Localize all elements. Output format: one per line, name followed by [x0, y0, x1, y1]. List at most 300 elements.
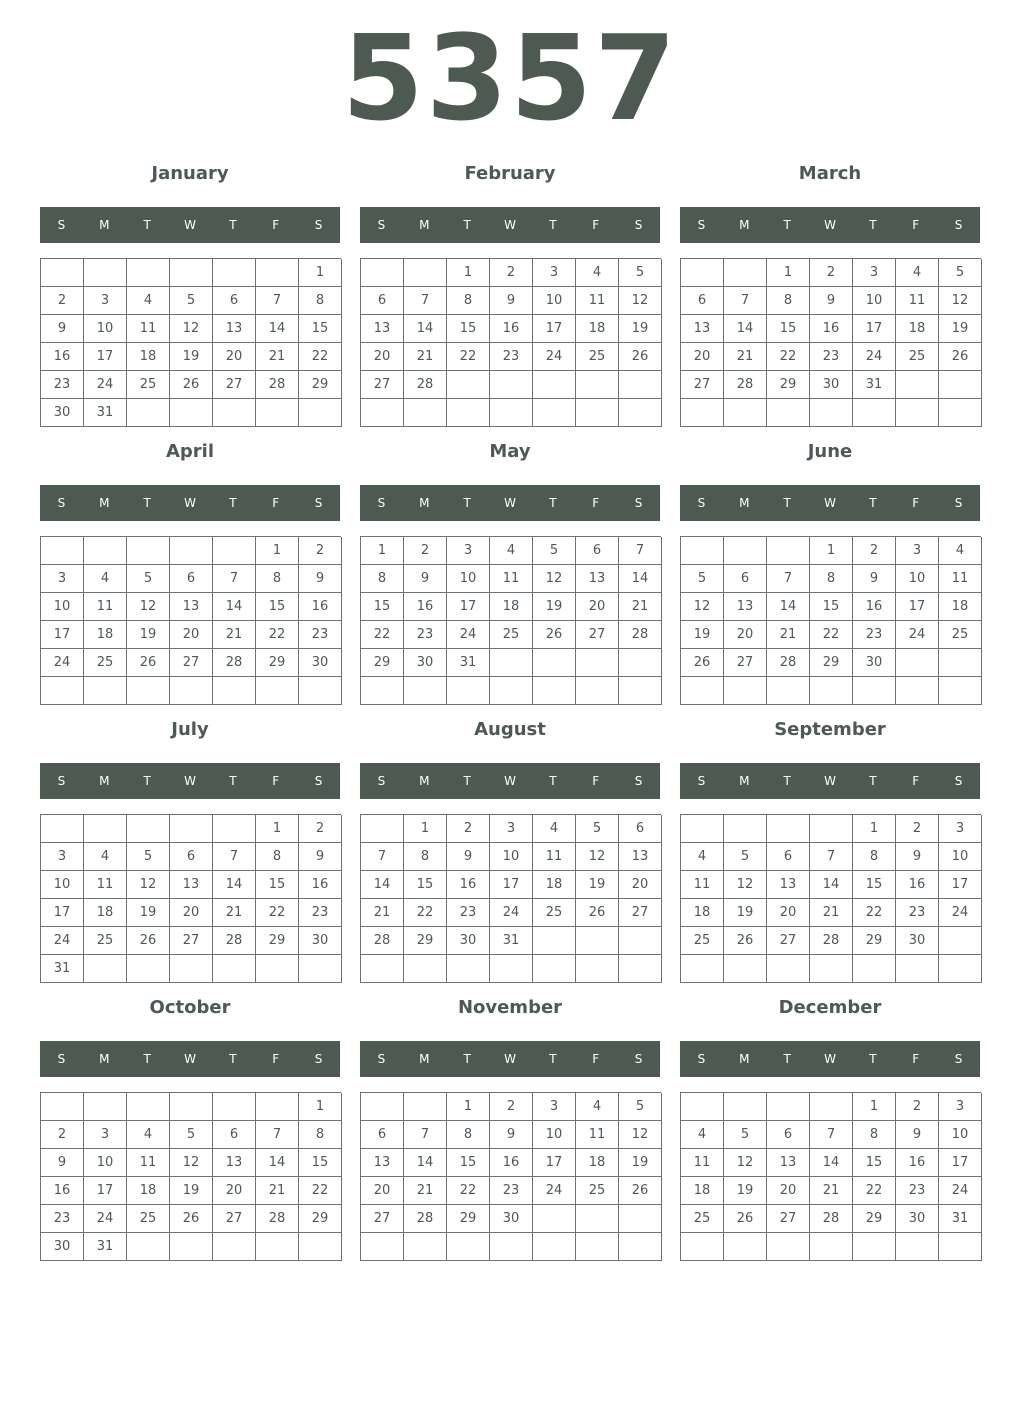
day-cell: 5: [576, 815, 619, 843]
day-cell: 15: [447, 315, 490, 343]
empty-day-cell: [681, 1233, 724, 1261]
empty-day-cell: [213, 1233, 256, 1261]
day-cell: 17: [939, 871, 982, 899]
day-cell: 25: [681, 1205, 724, 1233]
weekday-label: S: [314, 1052, 323, 1066]
day-cell: 25: [896, 343, 939, 371]
day-cell: 28: [724, 371, 767, 399]
day-cell: 28: [810, 1205, 853, 1233]
day-cell: 24: [490, 899, 533, 927]
day-cell: 17: [41, 899, 84, 927]
empty-day-cell: [361, 955, 404, 983]
day-cell: 3: [447, 537, 490, 565]
empty-day-cell: [724, 955, 767, 983]
weekday-label: S: [634, 774, 643, 788]
weekday-label: S: [697, 1052, 706, 1066]
day-cell: 28: [213, 927, 256, 955]
empty-day-cell: [404, 1093, 447, 1121]
day-cell: 23: [41, 371, 84, 399]
empty-day-cell: [681, 677, 724, 705]
day-cell: 26: [724, 1205, 767, 1233]
day-cell: 26: [170, 1205, 213, 1233]
empty-day-cell: [896, 955, 939, 983]
day-cell: 16: [299, 593, 342, 621]
weekday-label: T: [463, 774, 471, 788]
day-cell: 29: [404, 927, 447, 955]
weekday-label: W: [824, 496, 836, 510]
day-cell: 8: [404, 843, 447, 871]
day-cell: 8: [299, 1121, 342, 1149]
empty-day-cell: [361, 815, 404, 843]
weekday-label: M: [419, 1052, 430, 1066]
day-cell: 30: [810, 371, 853, 399]
day-cell: 4: [576, 1093, 619, 1121]
weekday-label: S: [634, 496, 643, 510]
day-cell: 4: [84, 843, 127, 871]
weekday-label: W: [504, 496, 516, 510]
day-cell: 28: [619, 621, 662, 649]
weekday-label: T: [143, 218, 151, 232]
day-cell: 11: [681, 871, 724, 899]
empty-day-cell: [724, 537, 767, 565]
day-cell: 24: [41, 927, 84, 955]
weekday-label: M: [739, 1052, 750, 1066]
empty-day-cell: [533, 1205, 576, 1233]
weekday-label: T: [549, 774, 557, 788]
month-may: [360, 435, 660, 705]
day-cell: 19: [939, 315, 982, 343]
day-cell: 18: [896, 315, 939, 343]
day-cell: 23: [490, 343, 533, 371]
empty-day-cell: [767, 955, 810, 983]
empty-day-cell: [361, 1233, 404, 1261]
empty-day-cell: [170, 1233, 213, 1261]
weekday-label: M: [99, 218, 110, 232]
day-cell: 13: [619, 843, 662, 871]
day-cell: 2: [404, 537, 447, 565]
day-cell: 12: [724, 871, 767, 899]
empty-day-cell: [853, 1233, 896, 1261]
empty-day-cell: [41, 815, 84, 843]
day-cell: 18: [84, 621, 127, 649]
day-cell: 8: [256, 565, 299, 593]
weekday-label: S: [57, 1052, 66, 1066]
empty-day-cell: [576, 1233, 619, 1261]
day-cell: 20: [170, 899, 213, 927]
day-cell: 1: [404, 815, 447, 843]
empty-day-cell: [41, 259, 84, 287]
day-cell: 21: [213, 899, 256, 927]
day-cell: 8: [299, 287, 342, 315]
empty-day-cell: [256, 399, 299, 427]
day-cell: 23: [896, 1177, 939, 1205]
day-cell: 14: [810, 1149, 853, 1177]
weekday-label: S: [954, 218, 963, 232]
empty-day-cell: [299, 955, 342, 983]
empty-day-cell: [724, 677, 767, 705]
day-cell: 14: [361, 871, 404, 899]
day-cell: 21: [256, 1177, 299, 1205]
day-cell: 9: [299, 565, 342, 593]
day-cell: 31: [490, 927, 533, 955]
day-cell: 13: [213, 315, 256, 343]
day-cell: 30: [896, 927, 939, 955]
day-cell: 11: [127, 315, 170, 343]
empty-day-cell: [256, 1093, 299, 1121]
day-cell: 7: [724, 287, 767, 315]
day-cell: 21: [724, 343, 767, 371]
day-cell: 30: [404, 649, 447, 677]
day-cell: 10: [533, 287, 576, 315]
day-cell: 22: [767, 343, 810, 371]
days-grid: [360, 536, 661, 705]
day-cell: 13: [170, 593, 213, 621]
day-cell: 16: [41, 1177, 84, 1205]
month-name: July: [171, 719, 209, 740]
weekday-label: S: [57, 774, 66, 788]
weekday-label: S: [377, 1052, 386, 1066]
day-cell: 15: [810, 593, 853, 621]
weekday-label: F: [912, 218, 920, 232]
weekday-label: T: [783, 774, 791, 788]
day-cell: 1: [767, 259, 810, 287]
day-cell: 10: [896, 565, 939, 593]
weekday-label: F: [272, 774, 280, 788]
day-cell: 20: [767, 1177, 810, 1205]
day-cell: 27: [213, 1205, 256, 1233]
month-december: [680, 991, 980, 1261]
empty-day-cell: [896, 1233, 939, 1261]
day-cell: 11: [576, 1121, 619, 1149]
day-cell: 7: [361, 843, 404, 871]
empty-day-cell: [170, 955, 213, 983]
empty-day-cell: [724, 259, 767, 287]
empty-day-cell: [361, 1093, 404, 1121]
month-september: [680, 713, 980, 983]
day-cell: 20: [576, 593, 619, 621]
weekday-label: T: [229, 1052, 237, 1066]
empty-day-cell: [490, 955, 533, 983]
empty-day-cell: [213, 677, 256, 705]
empty-day-cell: [490, 399, 533, 427]
weekday-label: F: [912, 774, 920, 788]
day-cell: 25: [490, 621, 533, 649]
day-cell: 7: [213, 565, 256, 593]
day-cell: 27: [170, 927, 213, 955]
day-cell: 30: [299, 927, 342, 955]
day-cell: 12: [619, 287, 662, 315]
empty-day-cell: [170, 259, 213, 287]
empty-day-cell: [576, 677, 619, 705]
empty-day-cell: [127, 537, 170, 565]
empty-day-cell: [213, 1093, 256, 1121]
day-cell: 19: [724, 1177, 767, 1205]
day-cell: 13: [170, 871, 213, 899]
day-cell: 2: [896, 1093, 939, 1121]
weekday-header: [360, 485, 660, 521]
empty-day-cell: [447, 399, 490, 427]
weekday-header: [680, 207, 980, 243]
day-cell: 15: [256, 593, 299, 621]
day-cell: 1: [810, 537, 853, 565]
day-cell: 19: [576, 871, 619, 899]
weekday-label: M: [739, 774, 750, 788]
day-cell: 28: [256, 371, 299, 399]
weekday-header: [680, 763, 980, 799]
empty-day-cell: [533, 1233, 576, 1261]
weekday-label: W: [824, 1052, 836, 1066]
weekday-label: T: [549, 496, 557, 510]
day-cell: 26: [533, 621, 576, 649]
day-cell: 15: [404, 871, 447, 899]
day-cell: 29: [853, 1205, 896, 1233]
empty-day-cell: [619, 399, 662, 427]
day-cell: 13: [724, 593, 767, 621]
empty-day-cell: [681, 1093, 724, 1121]
day-cell: 7: [619, 537, 662, 565]
day-cell: 12: [127, 593, 170, 621]
empty-day-cell: [256, 955, 299, 983]
day-cell: 11: [939, 565, 982, 593]
month-name: January: [151, 163, 229, 184]
weekday-label: S: [954, 1052, 963, 1066]
day-cell: 27: [767, 927, 810, 955]
day-cell: 10: [84, 315, 127, 343]
day-cell: 1: [447, 259, 490, 287]
empty-day-cell: [447, 955, 490, 983]
day-cell: 1: [256, 815, 299, 843]
day-cell: 6: [767, 843, 810, 871]
day-cell: 3: [533, 259, 576, 287]
day-cell: 6: [170, 843, 213, 871]
weekday-label: W: [504, 774, 516, 788]
day-cell: 8: [256, 843, 299, 871]
weekday-label: S: [377, 496, 386, 510]
empty-day-cell: [767, 677, 810, 705]
day-cell: 6: [681, 287, 724, 315]
day-cell: 9: [896, 843, 939, 871]
day-cell: 20: [767, 899, 810, 927]
day-cell: 22: [361, 621, 404, 649]
weekday-label: F: [592, 496, 600, 510]
day-cell: 16: [490, 1149, 533, 1177]
day-cell: 31: [447, 649, 490, 677]
day-cell: 2: [810, 259, 853, 287]
day-cell: 17: [84, 343, 127, 371]
empty-day-cell: [939, 399, 982, 427]
empty-day-cell: [170, 677, 213, 705]
day-cell: 19: [724, 899, 767, 927]
weekday-label: S: [57, 496, 66, 510]
day-cell: 12: [939, 287, 982, 315]
weekday-label: M: [99, 774, 110, 788]
day-cell: 11: [576, 287, 619, 315]
empty-day-cell: [767, 1093, 810, 1121]
day-cell: 21: [404, 1177, 447, 1205]
day-cell: 4: [681, 843, 724, 871]
empty-day-cell: [576, 649, 619, 677]
day-cell: 1: [299, 1093, 342, 1121]
day-cell: 24: [447, 621, 490, 649]
day-cell: 18: [127, 343, 170, 371]
weekday-label: F: [912, 496, 920, 510]
month-name: August: [474, 719, 546, 740]
days-grid: [40, 1092, 341, 1261]
weekday-label: S: [314, 496, 323, 510]
month-october: [40, 991, 340, 1261]
month-april: [40, 435, 340, 705]
day-cell: 9: [490, 287, 533, 315]
day-cell: 22: [447, 1177, 490, 1205]
day-cell: 9: [490, 1121, 533, 1149]
day-cell: 3: [41, 565, 84, 593]
days-grid: [680, 814, 981, 983]
weekday-label: T: [869, 496, 877, 510]
empty-day-cell: [619, 1205, 662, 1233]
empty-day-cell: [404, 399, 447, 427]
day-cell: 31: [41, 955, 84, 983]
empty-day-cell: [213, 815, 256, 843]
empty-day-cell: [84, 1093, 127, 1121]
weekday-label: M: [99, 496, 110, 510]
day-cell: 6: [213, 287, 256, 315]
empty-day-cell: [127, 955, 170, 983]
day-cell: 22: [853, 899, 896, 927]
empty-day-cell: [576, 1205, 619, 1233]
day-cell: 6: [361, 287, 404, 315]
day-cell: 14: [404, 315, 447, 343]
day-cell: 19: [619, 315, 662, 343]
day-cell: 12: [576, 843, 619, 871]
day-cell: 21: [256, 343, 299, 371]
empty-day-cell: [810, 399, 853, 427]
empty-day-cell: [896, 649, 939, 677]
empty-day-cell: [490, 677, 533, 705]
day-cell: 22: [853, 1177, 896, 1205]
day-cell: 6: [619, 815, 662, 843]
empty-day-cell: [213, 537, 256, 565]
empty-day-cell: [939, 649, 982, 677]
day-cell: 1: [361, 537, 404, 565]
weekday-label: T: [229, 774, 237, 788]
day-cell: 10: [533, 1121, 576, 1149]
day-cell: 30: [447, 927, 490, 955]
day-cell: 5: [619, 1093, 662, 1121]
month-name: December: [778, 997, 882, 1018]
day-cell: 11: [84, 593, 127, 621]
day-cell: 24: [939, 899, 982, 927]
day-cell: 2: [853, 537, 896, 565]
day-cell: 22: [447, 343, 490, 371]
day-cell: 23: [299, 899, 342, 927]
day-cell: 2: [447, 815, 490, 843]
weekday-label: T: [463, 218, 471, 232]
weekday-label: T: [229, 496, 237, 510]
day-cell: 16: [490, 315, 533, 343]
empty-day-cell: [533, 649, 576, 677]
day-cell: 1: [256, 537, 299, 565]
day-cell: 25: [127, 371, 170, 399]
day-cell: 28: [404, 1205, 447, 1233]
day-cell: 25: [127, 1205, 170, 1233]
day-cell: 11: [896, 287, 939, 315]
day-cell: 31: [853, 371, 896, 399]
day-cell: 6: [767, 1121, 810, 1149]
day-cell: 4: [681, 1121, 724, 1149]
day-cell: 29: [853, 927, 896, 955]
weekday-header: [680, 1041, 980, 1077]
weekday-label: M: [99, 1052, 110, 1066]
empty-day-cell: [939, 955, 982, 983]
day-cell: 19: [170, 1177, 213, 1205]
day-cell: 21: [619, 593, 662, 621]
day-cell: 17: [533, 1149, 576, 1177]
day-cell: 22: [810, 621, 853, 649]
empty-day-cell: [404, 1233, 447, 1261]
day-cell: 26: [939, 343, 982, 371]
day-cell: 18: [576, 1149, 619, 1177]
month-name: September: [774, 719, 886, 740]
day-cell: 2: [896, 815, 939, 843]
day-cell: 25: [84, 927, 127, 955]
empty-day-cell: [127, 259, 170, 287]
weekday-label: T: [549, 1052, 557, 1066]
day-cell: 7: [810, 1121, 853, 1149]
empty-day-cell: [533, 955, 576, 983]
day-cell: 18: [84, 899, 127, 927]
day-cell: 5: [170, 1121, 213, 1149]
weekday-label: T: [869, 218, 877, 232]
day-cell: 27: [361, 371, 404, 399]
weekday-label: S: [314, 218, 323, 232]
day-cell: 9: [896, 1121, 939, 1149]
weekday-label: F: [272, 218, 280, 232]
day-cell: 14: [724, 315, 767, 343]
day-cell: 28: [256, 1205, 299, 1233]
day-cell: 13: [213, 1149, 256, 1177]
empty-day-cell: [853, 677, 896, 705]
empty-day-cell: [896, 677, 939, 705]
weekday-label: F: [592, 218, 600, 232]
empty-day-cell: [939, 371, 982, 399]
day-cell: 29: [810, 649, 853, 677]
weekday-label: F: [272, 1052, 280, 1066]
day-cell: 18: [490, 593, 533, 621]
day-cell: 18: [533, 871, 576, 899]
day-cell: 23: [41, 1205, 84, 1233]
weekday-label: M: [739, 496, 750, 510]
weekday-label: S: [634, 218, 643, 232]
empty-day-cell: [681, 259, 724, 287]
day-cell: 10: [853, 287, 896, 315]
empty-day-cell: [490, 371, 533, 399]
weekday-label: S: [57, 218, 66, 232]
day-cell: 5: [127, 565, 170, 593]
day-cell: 4: [576, 259, 619, 287]
day-cell: 30: [41, 1233, 84, 1261]
day-cell: 10: [447, 565, 490, 593]
day-cell: 17: [533, 315, 576, 343]
day-cell: 3: [41, 843, 84, 871]
day-cell: 11: [127, 1149, 170, 1177]
weekday-header: [360, 207, 660, 243]
day-cell: 23: [490, 1177, 533, 1205]
empty-day-cell: [533, 677, 576, 705]
weekday-label: M: [739, 218, 750, 232]
day-cell: 8: [447, 1121, 490, 1149]
weekday-label: T: [869, 1052, 877, 1066]
empty-day-cell: [256, 259, 299, 287]
